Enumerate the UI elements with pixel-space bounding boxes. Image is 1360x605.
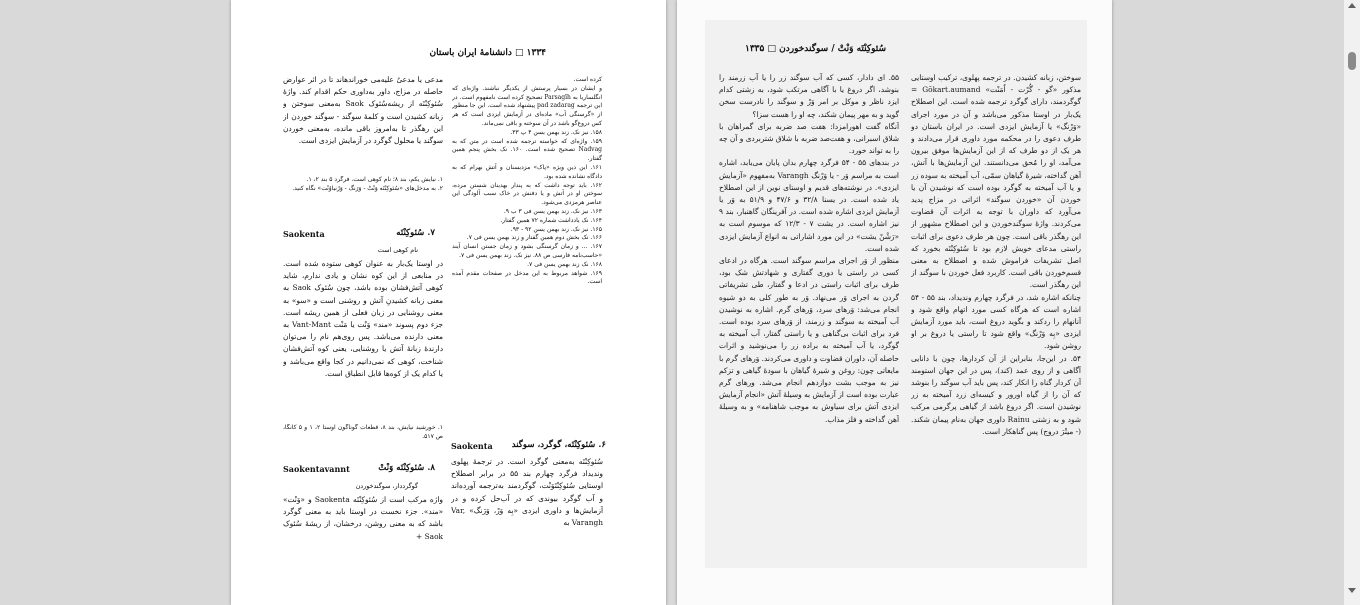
- scanned-page-image: [705, 20, 1087, 568]
- running-head-right-page: سُئوکِنْتَه وَنْتْ / سوگندخوردن □ ۱۳۳۵: [745, 44, 887, 54]
- section-7-body: در اوستا یک‌بار به عنوان کوهی ستوده شده است. در منابعی از این کوه نشان و یادی ندارم، شاید کوهی آتش‌فشان بوده باشد، چون سُئوک Saok به معنی زبانه کشیدنِ آتش و روشنی است و «سو» به معنی روشنایی در زبان فعلی از همین ریشه است. جزء دوم پسوند «مند» وَنْت یا مَنْت Vant-Mant به معنی دارنده می‌باشد. پس روی‌هم نام را می‌توان دارندهٔ زبانهٔ آتش یا روشنایی، یعنی کوه آتش‌فشان شناخت، کوهی که نمی‌دانیم در کجا واقع می‌باشد و یا کدام یک از کوه‌ها قابل انطباق است.: [283, 259, 443, 378]
- page-1334: [231, 0, 666, 605]
- section-7-subtitle: نام کوهی است: [377, 246, 418, 254]
- vertical-scrollbar[interactable]: [1344, 0, 1360, 605]
- scrollbar-thumb[interactable]: [1348, 52, 1356, 70]
- scan-column-right: سوختن، زبانه کشیدن. در ترجمه پهلوی، ترکیب اوستایی مذکور «گو - گُرْت - اُمَنْت» Gōkart.aumand = گوگردمند، دارای گوگرد ترجمه شده است. این اصطلاح یک‌بار در اوستا مذکور می‌باشد و آن در مورد اجرای «وَرْنگ» یا آزمایش ایزدی است. در ایران باستان دو طرف دعوی را در محکمه مورد داوری قرار می‌دادند و هر یک از دو طرف که از این آزمایش‌ها موفق بیرون می‌آمد، او را مُحق می‌دانستند. این آزمایش‌ها با آتش، آهن گداخته، شیرهٔ گیاهان سمّی، آب آمیخته به سوده زر و یا آب آمیخته به گوگرد بوده است که نوشیدن آن یا خوردن آن «خوردن سوگند» اثراتی در مزاج پدید می‌آورد که داوران با توجه به اثرات آن قضاوت می‌کردند. واژهٔ سوگندخوردن و این اصطلاح مشهور از این رهگذر باقی است. چون هر طرف دعوی برای اثبات راستی مدعای خویش لازم بود تا سُئوکِنْتَه بخورد که اصل تشریفات فراموش شده و اصطلاح به معنی قسم‌خوردن باقی است. کاربرد فعل خوردن با سوگند از این رهگذر است. چنانکه اشاره شد، در فرگرد چهارم وندیداد، بند ۵۵ - ۵۴ اشاره است که هرگاه کسی مورد اتهام واقع شود و آنانهام را ردکند و بگوید دروغ است، باید مورد آزمایش ایزدی «بِه وَرْنگ» واقع شود تا راستی یا دروغ بر او روشن شود. ۵۴. در این‌جا، بنابراین از آن کردارها، چون با دانایی آگاهی و از روی عمد (کند)، پس در این جهان استومند آن کردار گناه را انکار کند، پس باید آب سوگند را بنوشد که آن را از گیاه اورور و کیسه‌ای زرد آمیخته به زر نوشیدن است. اگر دروغ باشد از گیاهی پرگرمی مرکب شود و به زشتی Rainu داوری جهان به‌نام پیمان شکند. (- میتْرَ دروج) پس گناهکار است.: [911, 73, 1081, 436]
- paragraph-left-top: مدعی یا مدعیٌ علیه‌می خوراندهاند تا در اثر عوارض حاصله در مزاج، داور به‌داوری حکم اقدام کند. واژهٔ سُئوکِنْتَه از ریشه‌سُئوک Saok به‌معنی سوختن و زبانه کشیدن است و کلمهٔ سوگند - سوگند خوردن از این رهگذر تا به‌امروز باقی مانده، به‌معنی خوردن سوگند یا محلول گوگرد در آزمایش ایزدی است.: [283, 75, 443, 146]
- section-7-footnote: ۱. خورشید نیایش، بند ۸، قطعات گوناگون اوستا ۲، ۱ و ۵ کانگا، ص ۵۱۷.: [283, 424, 443, 440]
- footnotes-left-top: ۱. نیایش یکم، بند ۸؛ نام کوهی است. فرگرد ۵ بند ۲، ۱. ۲. به مدخل‌های «سُئوکِنْتَه وَنْتْ - وَرَنگ - وَرُنیاوُنْت» نگاه کنید.: [292, 176, 443, 192]
- section-8-latin: Saokentavannt: [283, 464, 350, 474]
- section-8-body: واژه مرکب است از سُئوکِنْتَه Saokenta و «وَنْت» «مند». جزء نخست در اوستا باید به معنی گوگرد باشد که به معنی روشن، درخشان، از ریشهٔ سُئوک Saok +: [283, 495, 443, 541]
- scroll-up-arrow-icon[interactable]: [1348, 3, 1356, 8]
- section-7-latin: Saokenta: [283, 229, 325, 239]
- page-1335: [677, 0, 1112, 605]
- section-6-title: ۶. سُئوکِنْتَه، گوگرد، سوگند: [511, 440, 606, 450]
- scan-column-left: ۵۵. ای دادار، کسی که آب سوگند زر را یا آب زرمند را بنوشد، اگر دروغ یا با آگاهی مرتکب شود، به زشتی کدام ایزد ناظر و موکل بر امر وَرْ و سوگند را نادرست سخن گوید و به مهر پیمان شکند، چه او را هست سزا؟ آنگاه گفت اهورامزدا: هفت صد ضربه برای گمراهان با شلاق اسبرانی، و هفت‌صد ضربه با شلاق شتربردی و آن چه را به تواند خورد. در بندهای ۵۵ - ۵۴ فرگرد چهارم بدان پایان می‌یابد، اشاره است به مراسم وَر - یا وَرْنگ Varangh به‌مفهوم «آزمایش ایزدی». در نوشته‌های قدیم و اوستای نوین از این اصطلاح یاد شده است. در یسنا ۳۲/۸ و ۴۷/۶ و ۵۱/۹ به وَر یا آزمایش ایزدی اشاره شده است. در آفرینگان گاهنبار، بند ۹ نیز اشاره است. در یشت ۷ - ۱۲/۳ که موسوم است به «رَشْنْ یشت» در این مورد اشاراتی به انواع آزمایش ایزدی شده است. منظور از وَر اجرای مراسم سوگند است. هرگاه در ادعای کسی در راستی یا دوری گفتاری و شهادتش شک بود، طرف برای اثبات راستی در ادعا و گفتار، طی تشریفاتی گردن به اجرای وَر می‌نهاد. وَر به طور کلی به دو شیوه انجام می‌شد: وَرهای سرد، وَرهای گرم. اشاره به نوشیدن آب آمیخته به سوگند و زرمند، از وَرهای سرد بوده است. فرد برای اثبات بی‌گناهی و یا راستی گفتار، آب آمیخته به گوگرد، یا آب آمیخته به براده زر را می‌نوشید و اثرات حاصله آن، داوران قضاوت و داوری می‌کردند. وَرهای گرم با مایعاتی چون: روغن و شیرهٔ گیاهان با سودهٔ گیاهی و تزکم نیز به موجب بشت دوازدهم انجام می‌شد. ورهای گرم عبارت بوده است از آزمایش به وسیلهٔ آتش «انجام آزمایش ایزدی آتش برای سیاوش به موجب شاهنامه» و به وسیلهٔ آهن گداخته و فلز مذاب.: [719, 73, 899, 424]
- running-head-left-page: ۱۳۳۴ □ دانشنامهٔ ایران باستان: [429, 48, 546, 58]
- scroll-down-arrow-icon[interactable]: [1348, 588, 1356, 593]
- footnotes-column-right: کرده است. و ایشان در بسیار پرستش از یکدیگر نباشند. واژه‌ای که انگلساریا به Parsagīh تصحیح کرده است نامفهوم است. در این ترجمه pad zadarag پیشنهاد شده است. این جا منظور از «گرسنگی آب» ماده‌ای در آزمایش ایزدی است که هر کس دروغ‌گو باشد در آن سوخته و باقی نمی‌ماند. ۱۵۸. نیز نک. زند بهمن یسن ۴ پ ۳۳. ۱۵۹. واژه‌ای که خواسته ترجمه شده است در متن که به Nadvag تصحیح شده است. ۱۶۰. نک بخش پنجم همین گفتار. ۱۶۱. این دین ویژه «پاک» مزدیسنان و آتش بهرام که به دادگاه نشانده شده بود. ۱۶۲. باید توجه داشت که به پندار بهدینان شستن مرده، سوختن او در آتش و یا دفنش در خاک سبب آلودگی این عناصر هرمزدی می‌شود. ۱۶۳. نیز نک. زند بهمن یسن فی ۳ ب ۹. ۱۶۴. نک یادداشت شماره ۷۲ همین گفتار. ۱۶۵. نیز نک. زند بهمن یسن ۹۲ - ۹۳. ۱۶۶. نک بخش دوم همین گفتار و زند بهمن یسن فی ۷. ۱۶۷. ... و زمان گرسنگی بشود و زمان جستن انسان آیند «حاسب‌نامه فارسی ص ۸۸. نیز نک. زند بهمن یسن فی ۷. ۱۶۸. نک زند بهمن یسن فی ۷. ۱۶۹. شواهد مربوط به این مدخل در صفحات مقدم آمده است.: [452, 76, 602, 286]
- section-6-body: سُئوکِنْتَه به‌معنی گوگرد است. در ترجمهٔ پهلوی وندیداد فرگرد چهارم بند ۵۵ در برابر اصطلاح اوستایی سُئوکِنْتَوَنْت، گوگرد‌مند به‌ترجمه آورده‌اند و آب گوگرد بیوندی که در آب‌حل کرده و در آزمایش‌ها و داوری ایزدی «بِه وَرْ، وَرَنگ» Var, Varangh به: [451, 457, 603, 528]
- section-6-latin: Saokenta: [451, 441, 493, 451]
- section-8-title: ۸. سُئوکِنْتَه وَنْتْ: [378, 463, 435, 473]
- section-8-subtitle: گوگرددار، سوگندخوردن: [355, 482, 418, 490]
- section-7-title: ۷. سُئوکِنْتَه: [396, 228, 435, 238]
